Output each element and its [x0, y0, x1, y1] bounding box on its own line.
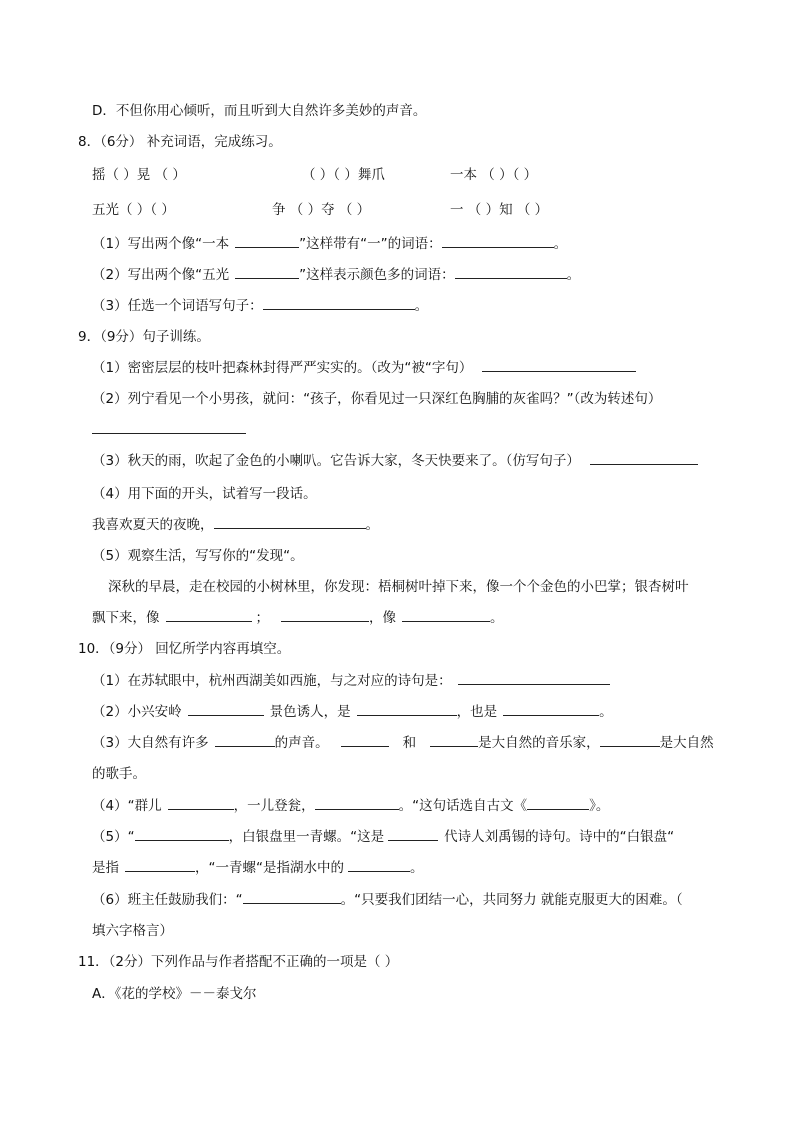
- answer-blank[interactable]: [388, 828, 438, 841]
- q9-sub-2-answer: [92, 421, 246, 439]
- answer-blank[interactable]: [281, 609, 369, 622]
- answer-blank[interactable]: [315, 797, 399, 810]
- q10-sub-3: （3）大自然有许多 的声音。 和 是大自然的音乐家， 是大自然: [92, 735, 714, 751]
- question-8-header: 8．（6分） 补充词语，完成练习。: [78, 134, 282, 150]
- answer-blank[interactable]: [402, 609, 490, 622]
- answer-blank[interactable]: [215, 734, 275, 747]
- q9-sub-5: （5）观察生活，写写你的“发现“。: [92, 548, 304, 564]
- answer-blank[interactable]: [357, 703, 457, 716]
- q8-sub-1: （1）写出两个像“一本 ”这样带有“一”的词语： 。: [92, 236, 568, 252]
- word-blank-1[interactable]: 摇（ ）晃 （ ）: [92, 167, 186, 183]
- q10-sub-1: （1）在苏轼眼中，杭州西湖美如西施，与之对应的诗句是：: [92, 672, 610, 690]
- answer-blank[interactable]: [263, 297, 415, 310]
- answer-blank[interactable]: [600, 734, 660, 747]
- answer-blank[interactable]: [235, 235, 299, 248]
- answer-blank[interactable]: [168, 797, 234, 810]
- q9-sub-4-line: 我喜欢夏天的夜晚， 。: [92, 517, 379, 533]
- answer-blank[interactable]: [503, 703, 599, 716]
- option-d: D．不但你用心倾听，而且听到大自然许多美妙的声音。: [92, 103, 427, 119]
- answer-blank[interactable]: [188, 703, 264, 716]
- q10-sub-6-cont: 填六字格言）: [92, 923, 173, 939]
- answer-blank[interactable]: [442, 235, 554, 248]
- answer-blank[interactable]: [92, 421, 246, 434]
- q9-sub-3: （3）秋天的雨，吹起了金色的小喇叭。它告诉大家，冬天快要来了。（仿写句子）: [92, 452, 698, 470]
- answer-blank[interactable]: [166, 609, 252, 622]
- answer-blank[interactable]: [458, 672, 610, 685]
- answer-blank[interactable]: [527, 797, 589, 810]
- word-blank-6[interactable]: 一 （ ）知 （ ）: [450, 202, 549, 218]
- q9-sub-1: （1）密密层层的枝叶把森林封得严严实实的。（改为“被“字句）: [92, 359, 636, 377]
- question-10-header: 10．（9分） 回忆所学内容再填空。: [78, 641, 291, 657]
- q10-sub-6: （6）班主任鼓励我们：“ 。“只要我们团结一心，共同努力 就能克服更大的困难。（: [92, 892, 683, 908]
- q8-sub-2: （2）写出两个像“五光 ”这样表示颜色多的词语： 。: [92, 267, 581, 283]
- answer-blank[interactable]: [235, 266, 299, 279]
- q9-sub-4: （4）用下面的开头，试着写一段话。: [92, 486, 317, 502]
- word-blank-4[interactable]: 五光（ ）（ ）: [92, 202, 175, 218]
- q10-sub-2: （2）小兴安岭 景色诱人，是 ，也是 。: [92, 704, 613, 720]
- answer-blank[interactable]: [482, 359, 636, 372]
- answer-blank[interactable]: [455, 266, 567, 279]
- word-blank-2[interactable]: （ ）（ ）舞爪: [302, 167, 385, 183]
- q10-sub-3-cont: 的歌手。: [92, 766, 146, 782]
- answer-blank[interactable]: [430, 734, 478, 747]
- answer-blank[interactable]: [214, 516, 366, 529]
- question-9-header: 9．（9分）句子训练。: [78, 329, 210, 345]
- q8-sub-3: （3）任选一个词语写句子： 。: [92, 298, 429, 314]
- q9-sub-2: （2）列宁看见一个小男孩，就问：“孩子，你看见过一只深红色胸脯的灰雀吗？”（改为转述句）: [92, 391, 662, 407]
- word-blank-3[interactable]: 一本 （ ）（ ）: [450, 167, 538, 183]
- answer-blank[interactable]: [243, 891, 341, 904]
- question-11-header: 11．（2分）下列作品与作者搭配不正确的一项是（ ）: [78, 954, 399, 970]
- word-blank-5[interactable]: 争 （ ）夺 （ ）: [272, 202, 371, 218]
- answer-blank[interactable]: [341, 734, 389, 747]
- answer-blank[interactable]: [125, 859, 195, 872]
- answer-blank[interactable]: [590, 452, 698, 465]
- q10-sub-5: （5）“ ，白银盘里一青螺。“这是 代诗人刘禹锡的诗句。诗中的“白银盘“: [92, 829, 675, 845]
- answer-blank[interactable]: [135, 828, 229, 841]
- q9-paragraph-2: 飘下来，像 ； ，像 。: [92, 610, 504, 626]
- answer-blank[interactable]: [348, 859, 410, 872]
- option-a: A．《花的学校》－－泰戈尔: [92, 986, 257, 1002]
- q10-sub-5-cont: 是指 ，“一青螺“是指湖水中的 。: [92, 860, 424, 876]
- q9-paragraph-1: 深秋的早晨，走在校园的小树林里，你发现：梧桐树叶掉下来，像一个个金色的小巴掌；银杏树叶: [108, 579, 689, 595]
- q10-sub-4: （4）“群儿 ，一儿登瓮， 。“这句话选自古文《 》。: [92, 798, 610, 814]
